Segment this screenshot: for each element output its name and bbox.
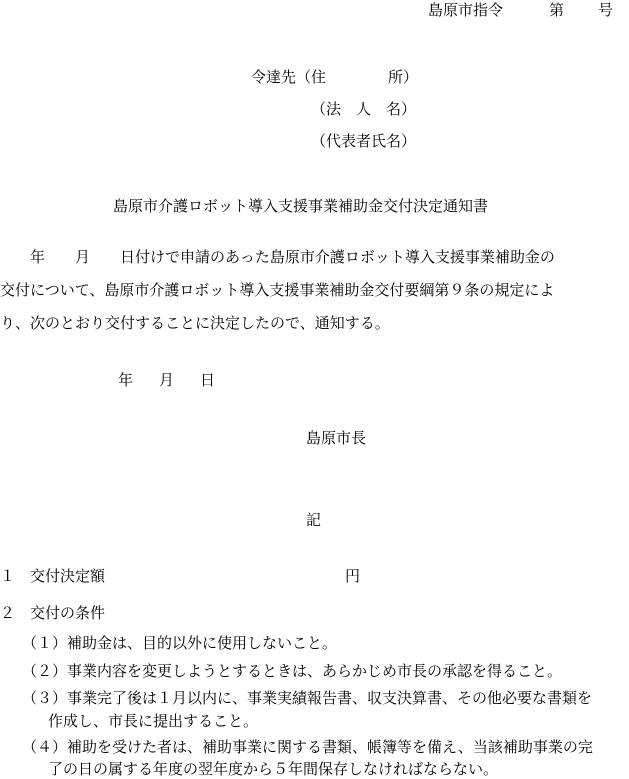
condition-item: （２）事業内容を変更しようとするときは、あらかじめ市長の承認を得ること。 [22,662,563,680]
date-month: 月 [159,371,175,389]
document-reference-number [428,0,613,20]
ref-go: 号 [598,1,614,19]
body-line: り、次のとおり交付することに決定したので、通知する。 [0,314,390,332]
document-title: 島原市介護ロボット導入支援事業補助金交付決定通知書 [113,197,489,215]
date-year: 年 [118,371,134,389]
condition-item-continued: 作成し、市長に提出すること。 [48,712,259,730]
issuer-name: 島原市長 [306,429,367,447]
item-grant-amount [0,566,629,586]
addressee-address-label: 令達先（住 [251,68,327,86]
condition-item: （１）補助金は、目的以外に使用しないこと。 [22,634,338,652]
addressee-address [251,67,418,87]
addressee-representative: （代表者氏名） [311,132,417,150]
grant-amount-label: １ 交付決定額 [0,567,106,585]
grant-amount-unit: 円 [345,567,361,585]
body-line: 交付について、島原市介護ロボット導入支援事業補助金交付要綱第９条の規定によ [0,281,555,299]
document-body [0,241,629,340]
ki-heading: 記 [306,511,322,529]
ref-dai: 第 [549,1,565,19]
condition-item: （４）補助を受けた者は、補助事業に関する書類、帳簿等を備え、当該補助事業の完 [22,738,593,756]
body-line: 年 月 日付けで申請のあった島原市介護ロボット導入支援事業補助金の [0,248,555,266]
addressee-address-end: 所） [388,68,419,86]
issue-date [118,370,215,390]
condition-item-continued: 了の日の属する年度の翌年度から５年間保存しなければならない。 [48,760,499,778]
ref-prefix: 島原市指令 [428,1,504,19]
addressee-corporation: （法 人 名） [311,100,417,118]
condition-item: （３）事業完了後は１月以内に、事業実績報告書、収支決算書、その他必要な書類を [22,689,593,707]
item-conditions-heading: ２ 交付の条件 [0,604,106,622]
date-day: 日 [200,371,216,389]
